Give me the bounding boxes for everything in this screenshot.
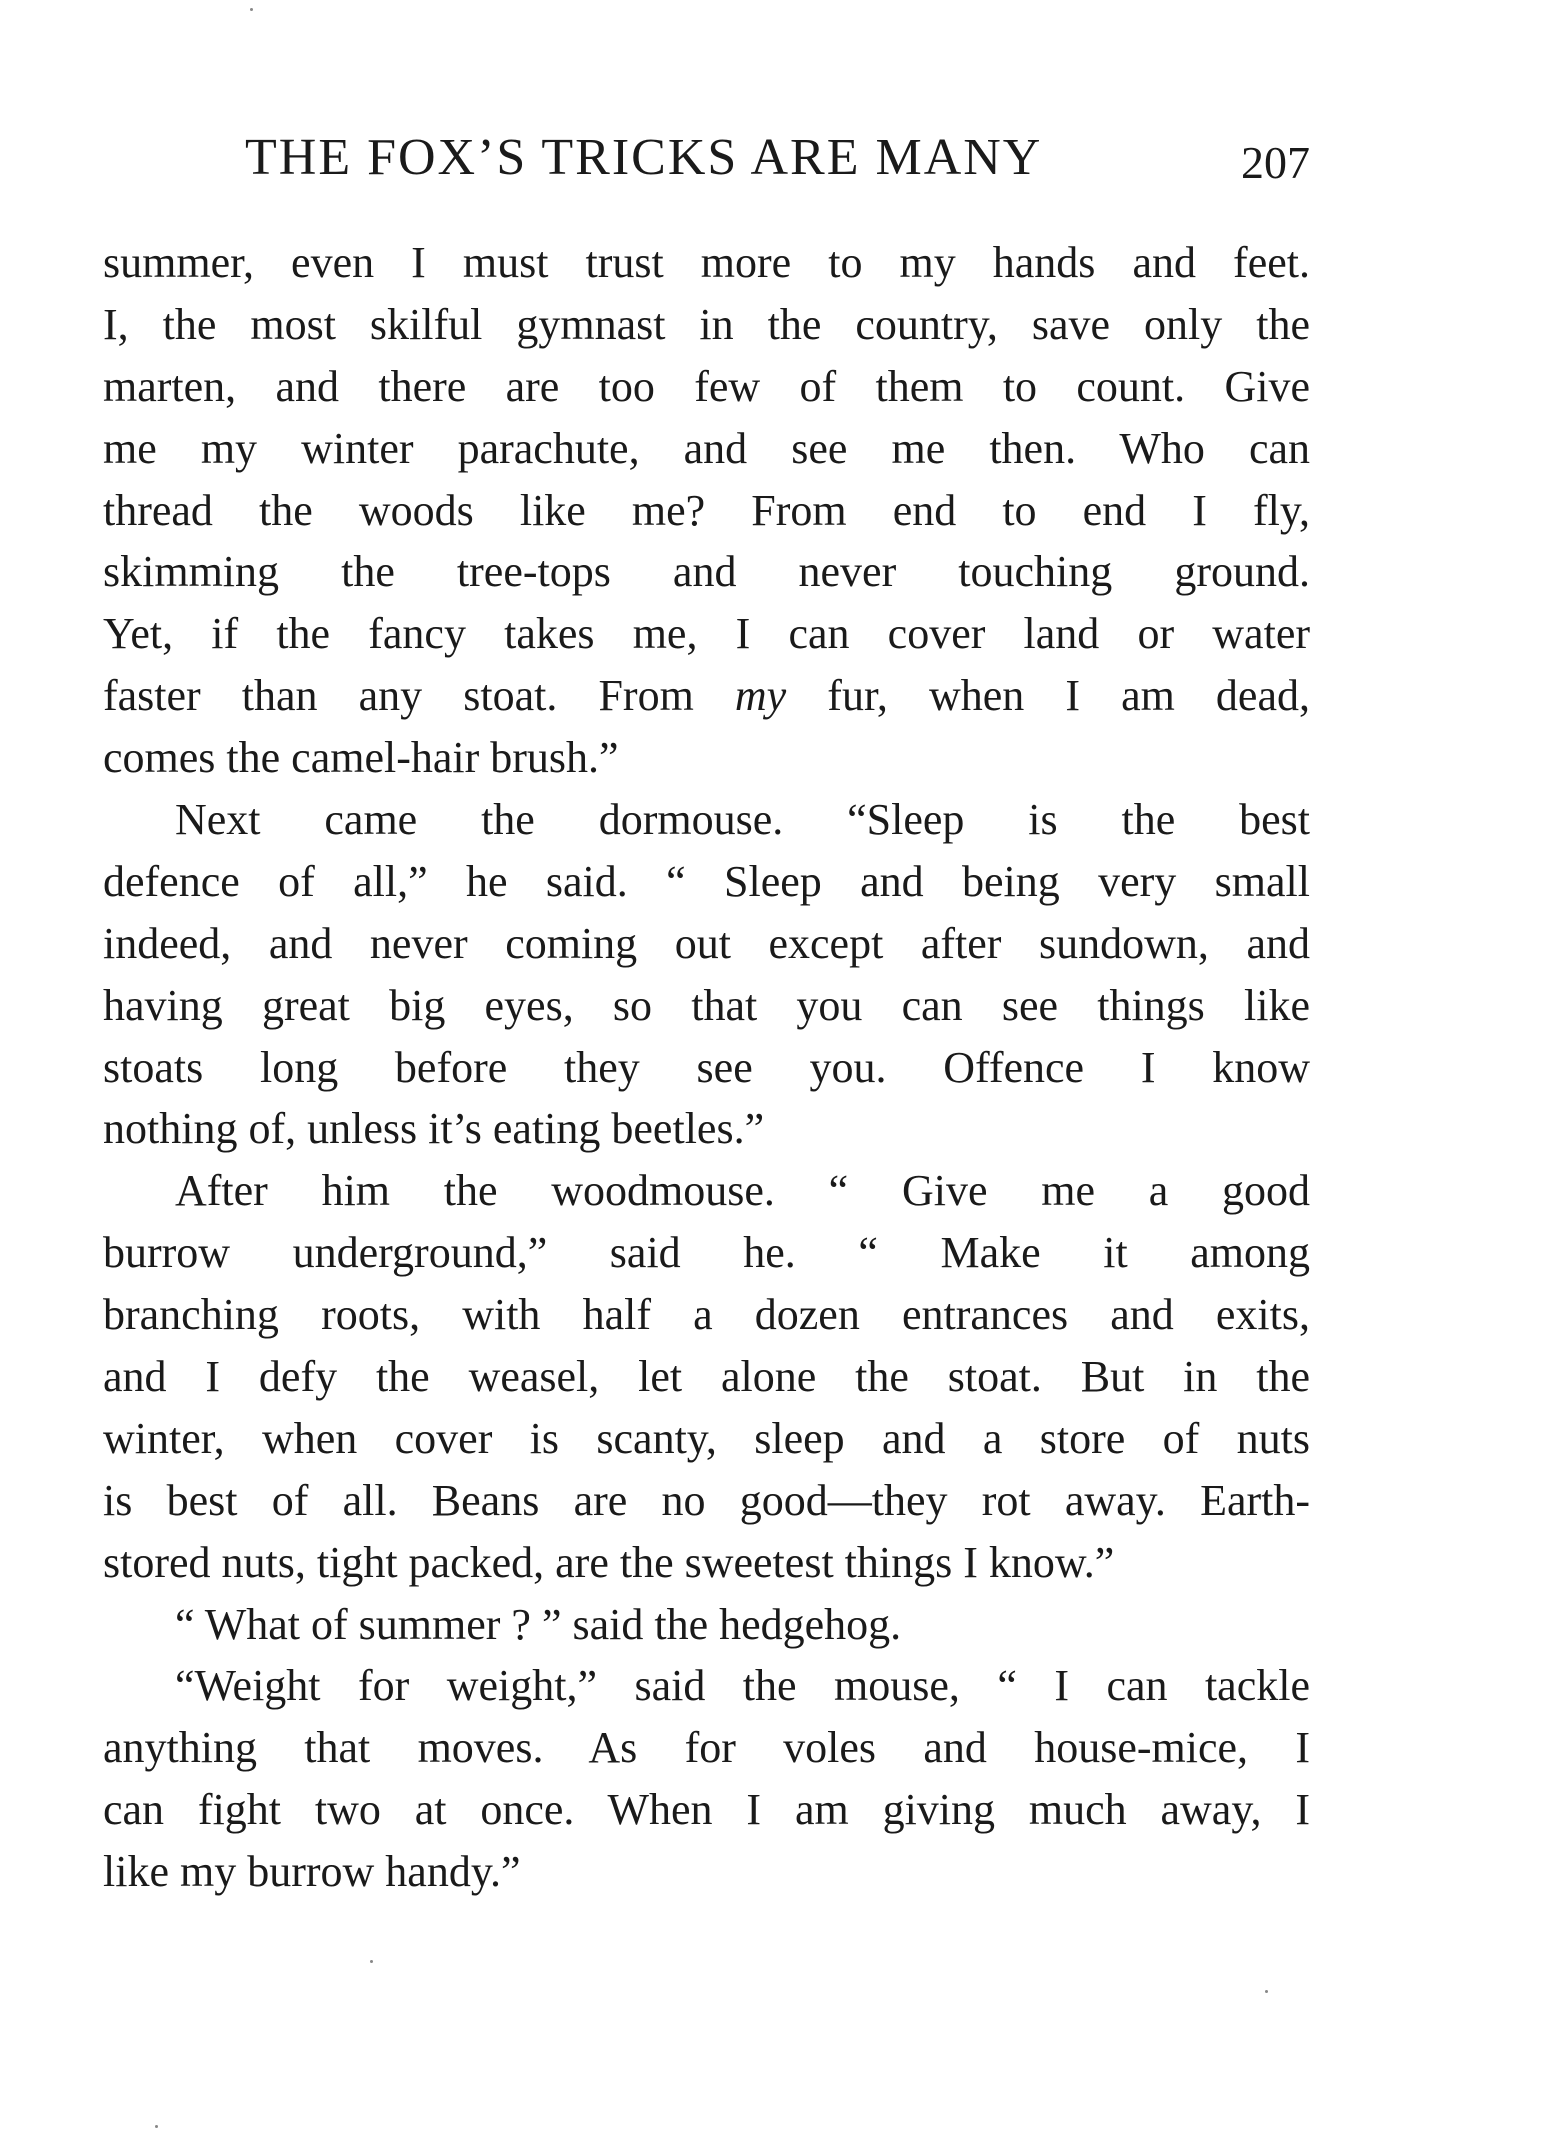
text-line: winter, when cover is scanty, sleep and a store of nuts [103,1413,1310,1463]
text-line: defence of all,” he said. “ Sleep and being very small [103,856,1310,906]
text-line: marten, and there are too few of them to count. Give [103,361,1310,411]
text-line: Next came the dormouse. “Sleep is the best [175,795,1310,845]
paper-speck [250,8,253,11]
chapter-title: THE FOX’S TRICKS ARE MANY [245,129,1043,186]
italic-word: my [734,671,787,721]
text-line: After him the woodmouse. “ Give me a good [175,1166,1310,1216]
text-line: comes the camel-hair brush.” [103,733,619,783]
text-segment: fur, when I am dead, [786,671,1310,721]
text-line: “ What of summer ? ” said the hedgehog. [175,1599,902,1649]
running-head [100,128,1310,198]
text-line: having great big eyes, so that you can see things like [103,980,1310,1030]
text-line: is best of all. Beans are no good—they rot away. Earth- [103,1475,1310,1525]
text-line: thread the woods like me? From end to end I fly, [103,485,1310,535]
paper-speck [370,1960,373,1963]
text-line: stored nuts, tight packed, are the sweetest things I know.” [103,1537,1115,1587]
page-number: 207 [1241,137,1310,188]
text-line: and I defy the weasel, let alone the stoat. But in the [103,1352,1310,1402]
text-line: anything that moves. As for voles and house-mice, I [103,1723,1310,1773]
paper-speck [155,2125,158,2128]
text-line: branching roots, with half a dozen entrances and exits, [103,1290,1310,1340]
text-line: “Weight for weight,” said the mouse, “ I can tackle [175,1661,1310,1711]
body-text [103,232,1310,1903]
text-line: me my winter parachute, and see me then. Who can [103,423,1310,473]
text-segment: faster than any stoat. From [103,671,735,721]
text-line: nothing of, unless it’s eating beetles.” [103,1104,765,1154]
text-line: stoats long before they see you. Offence I know [103,1042,1310,1092]
text-line: Yet, if the fancy takes me, I can cover land or water [103,609,1310,659]
paper-speck [1265,1990,1268,1993]
text-line: can fight two at once. When I am giving much away, I [103,1785,1310,1835]
text-line: skimming the tree-tops and never touching ground. [103,547,1310,597]
text-line: indeed, and never coming out except after sundown, and [103,918,1310,968]
text-line: summer, even I must trust more to my hands and feet. [103,238,1310,287]
text-line: like my burrow handy.” [103,1847,521,1897]
text-line [103,665,1310,727]
text-line: burrow underground,” said he. “ Make it among [103,1228,1310,1278]
text-line: I, the most skilful gymnast in the country, save only the [103,299,1310,349]
